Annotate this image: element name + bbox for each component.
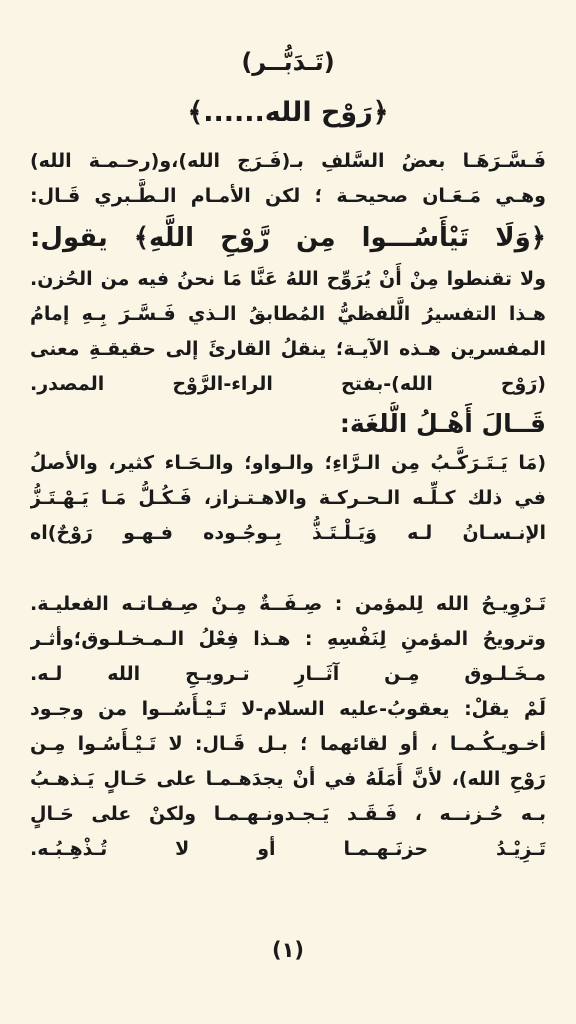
quran-verse: ﴿وَلَا تَيْأَسُـــوا مِن رَّوْحِ اللَّهِ﴾ يقول: (30, 223, 546, 253)
tafsir-line-2: هـذا التفسيرُ الَّلفظيُّ المُطابقُ الـذي فَـسَّـرَ بِـهِ إمامُ (30, 303, 546, 325)
yaqub-line-5: تَـزِيْـدُ حزنَـهـمـا أو لا تُـذْهِـبُـه. (30, 838, 546, 860)
yaqub-line-3: رَوْحِ الله)، لأنَّ أَمَلَهُ في أنْ يجدَهـمـا على حَـالٍ يَـذهـبُ (30, 768, 546, 790)
page-number: (١) (271, 938, 305, 962)
yaqub-line-4: بـه حُـزنــه ، فَـقَـد يَـجـدونـهـمـا ولكنْ على حَـالٍ (30, 803, 546, 825)
language-line-3: الإنـسـانُ لـه وَيَـلْـتَـذُّ بِـوجُـوده فـهـو رَوْحٌ)اه (30, 522, 546, 544)
yaqub-line-1: لَمْ يقلْ: يعقوبُ-عليه السلام-لا تَـيْـأَسُــوا من وجـود (30, 698, 546, 720)
intro-line-1: فَـسَّـرَهَـا بعضُ السَّلفِ بـ(فَـرَج الله)،و(رحـمـة الله) (30, 150, 546, 172)
tarwih-line-2: وترويحُ المؤمنِ لِنَفْسِهِ : هـذا فِعْلُ الـمـخـلـوق؛وأثـر (30, 628, 546, 650)
yaqub-line-2: أخـويـكُـمـا ، أو لقائهما ؛ بـل قَـال: لا تَـيْـأَسُـوا مِـن (30, 733, 546, 755)
tafsir-line-4: (رَوْح الله)-بفتح الراء-الرَّوْح المصدر. (30, 373, 546, 395)
tarwih-line-1: تَـرْوِيـحُ الله لِلمؤمن : صِـفَــةٌ مِـنْ صِـفـاتـه الفعليـة. (30, 593, 546, 615)
language-line-1: (مَا يَـتَـرَكَّـبُ مِن الـرَّاءِ؛ والـواو؛ والـحَـاء كثير، والأصلُ (30, 452, 546, 474)
intro-line-2: وهـي مَـعَـان صحيحـة ؛ لكن الأمـام الـطَّـبري قَـال: (30, 185, 546, 207)
paragraph-spacer (30, 551, 546, 587)
section-label: (تَـدَبُّــر) (241, 48, 335, 76)
language-line-2: في ذلك كـلِّـه الـحـركـة والاهـتـزاز، فَـكُـلُّ مَـا يَـهْـتَـزُّ (30, 487, 546, 509)
tarwih-line-3: مـخَـلـوق مِـن آثَــارِ تـرويـحِ الله لـه. (30, 663, 546, 685)
tafsir-line-1: ولا تقنطوا مِنْ أَنْ يُرَوِّح اللهُ عَنَّا مَا نحنُ فيه من الحُزن. (30, 268, 546, 290)
language-heading: قَــالَ أَهْـلُ الُّلغَة: (339, 409, 546, 438)
page-title: ﴿رَوْح الله......﴾ (187, 97, 389, 128)
tafsir-line-3: المفسرين هـذه الآيـة؛ ينقلُ القارئَ إلى حقيقـةِ معنى (30, 338, 546, 360)
